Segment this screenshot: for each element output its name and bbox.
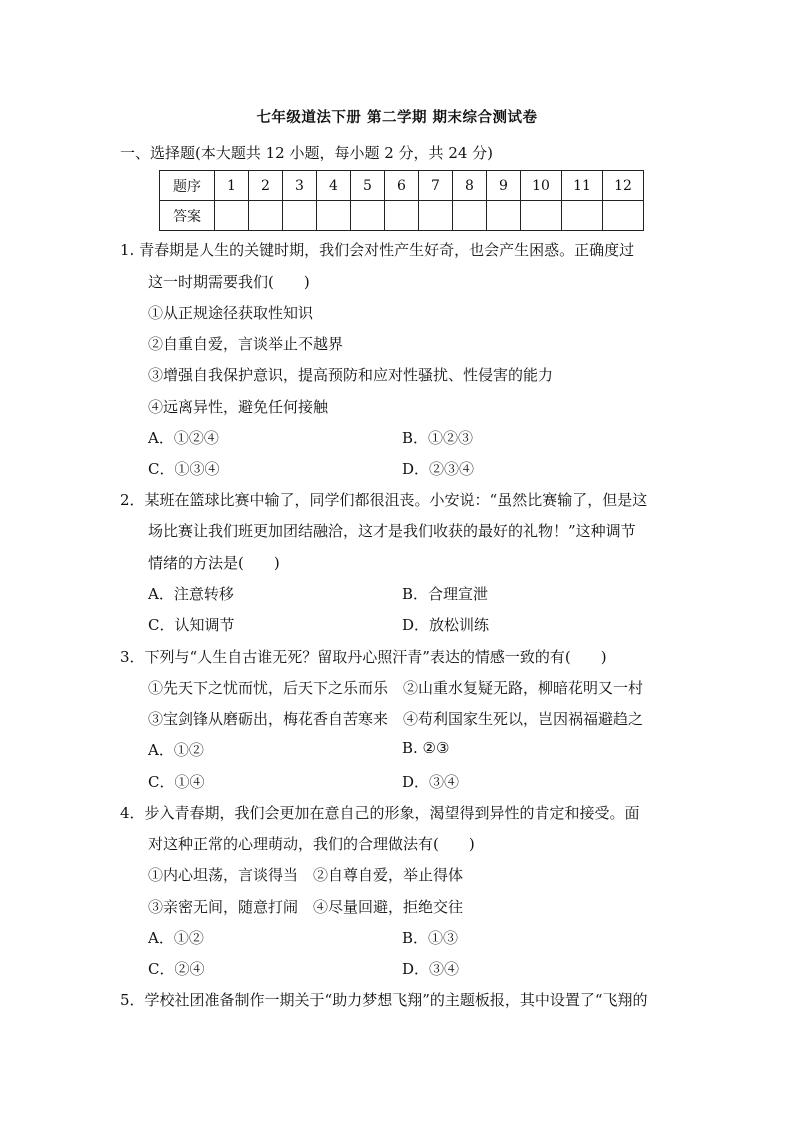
answer-cell[interactable]: [487, 201, 521, 231]
option-d[interactable]: D．②③④: [402, 460, 475, 478]
option-c[interactable]: C．①④: [148, 773, 205, 791]
statement: ③增强自我保护意识，提高预防和应对性骚扰、性侵害的能力: [148, 366, 554, 384]
question-stem: 对这种正常的心理萌动，我们的合理做法有( ): [148, 835, 475, 853]
answer-cell[interactable]: [283, 201, 317, 231]
option-b[interactable]: B. ②③: [402, 739, 450, 757]
section-heading: 一、选择题(本大题共 12 小题，每小题 2 分，共 24 分): [120, 144, 494, 162]
number-cell: 1: [215, 171, 249, 201]
question-stem: 2．某班在篮球比赛中输了，同学们都很沮丧。小安说：“虽然比赛输了，但是这: [120, 491, 648, 509]
number-cell: 6: [385, 171, 419, 201]
number-cell: 9: [487, 171, 521, 201]
option-b[interactable]: B．①③: [402, 929, 459, 947]
answer-cell[interactable]: [521, 201, 562, 231]
number-cell: 4: [317, 171, 351, 201]
question-stem: 情绪的方法是( ): [148, 554, 280, 572]
option-a[interactable]: A．①②: [148, 741, 204, 759]
number-cell: 5: [351, 171, 385, 201]
option-d[interactable]: D．放松训练: [402, 616, 490, 634]
number-cell: 8: [453, 171, 487, 201]
number-cell: 3: [283, 171, 317, 201]
number-cell: 7: [419, 171, 453, 201]
number-cell: 10: [521, 171, 562, 201]
question-stem: 3．下列与“人生自古谁无死？留取丹心照汗青”表达的情感一致的有( ): [120, 648, 607, 666]
question-stem: 4．步入青春期，我们会更加在意自己的形象，渴望得到异性的肯定和接受。面: [120, 804, 640, 822]
question-stem: 这一时期需要我们( ): [148, 273, 310, 291]
table-row-answers: [160, 201, 644, 231]
statement: ①从正规途径获取性知识: [148, 304, 314, 322]
answer-cell[interactable]: [317, 201, 351, 231]
page-title: 七年级道法下册 第二学期 期末综合测试卷: [256, 109, 538, 126]
row-label-answer: 答案: [160, 201, 215, 231]
option-c[interactable]: C．认知调节: [148, 616, 235, 634]
answer-cell[interactable]: [603, 201, 644, 231]
number-cell: 12: [603, 171, 644, 201]
option-d[interactable]: D．③④: [402, 773, 460, 791]
option-d[interactable]: D．③④: [402, 960, 460, 978]
answer-table: [159, 170, 644, 231]
answer-cell[interactable]: [453, 201, 487, 231]
option-a[interactable]: A．注意转移: [148, 585, 234, 603]
answer-cell[interactable]: [562, 201, 603, 231]
statement: ③亲密无间，随意打闹 ④尽量回避，拒绝交往: [148, 898, 464, 916]
row-label-number: 题序: [160, 171, 215, 201]
number-cell: 2: [249, 171, 283, 201]
option-a[interactable]: A．①②④: [148, 429, 219, 447]
answer-cell[interactable]: [385, 201, 419, 231]
question-stem: 5．学校社团准备制作一期关于“助力梦想飞翔”的主题板报，其中设置了“飞翔的: [120, 991, 648, 1009]
answer-cell[interactable]: [249, 201, 283, 231]
statement: ②自重自爱，言谈举止不越界: [148, 335, 344, 353]
option-b[interactable]: B．合理宣泄: [402, 585, 489, 603]
statement: ④远离异性，避免任何接触: [148, 398, 329, 416]
statement: ③宝剑锋从磨砺出，梅花香自苦寒来 ④苟利国家生死以，岂因祸福避趋之: [148, 710, 644, 728]
option-a[interactable]: A．①②: [148, 929, 204, 947]
option-b[interactable]: B．①②③: [402, 429, 474, 447]
statement: ①内心坦荡，言谈得当 ②自尊自爱，举止得体: [148, 866, 464, 884]
number-cell: 11: [562, 171, 603, 201]
table-row-numbers: [160, 171, 644, 201]
option-c[interactable]: C．①③④: [148, 460, 220, 478]
question-stem: 1. 青春期是人生的关键时期，我们会对性产生好奇，也会产生困惑。正确度过: [120, 241, 635, 259]
option-c[interactable]: C．②④: [148, 960, 205, 978]
question-stem: 场比赛让我们班更加团结融洽，这才是我们收获的最好的礼物！”这种调节: [148, 522, 636, 540]
answer-cell[interactable]: [351, 201, 385, 231]
answer-cell[interactable]: [419, 201, 453, 231]
statement: ①先天下之忧而忧，后天下之乐而乐 ②山重水复疑无路，柳暗花明又一村: [148, 679, 644, 697]
answer-cell[interactable]: [215, 201, 249, 231]
